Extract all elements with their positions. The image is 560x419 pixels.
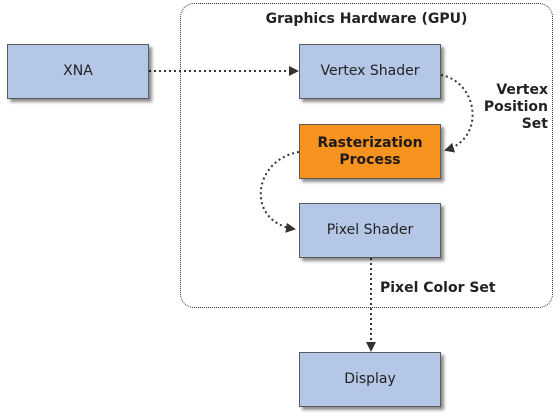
display-node-label: Display <box>344 371 396 388</box>
gpu-region-title: Graphics Hardware (GPU) <box>265 11 468 27</box>
xna-node-label: XNA <box>63 63 93 80</box>
pixel-shader-node-label: Pixel Shader <box>326 222 414 239</box>
pixel-shader-node <box>299 203 441 258</box>
vertex-to-rasterization-arrow <box>441 75 473 150</box>
vertex-position-set-line2: Position <box>483 98 548 115</box>
vertex-shader-node <box>299 44 441 99</box>
vertex-position-set-line3: Set <box>521 115 548 132</box>
vertex-shader-node-label: Vertex Shader <box>320 63 420 80</box>
vertex-position-set-line1: Vertex <box>496 82 548 98</box>
xna-node <box>7 44 149 99</box>
rasterization-node-label-line1: Rasterization <box>317 135 423 152</box>
rasterization-to-pixel-arrow <box>261 152 299 229</box>
vertex-position-set-label <box>470 82 548 132</box>
rasterization-node-label-line2: Process <box>339 151 401 168</box>
display-node <box>299 352 441 407</box>
pixel-color-set-label: Pixel Color Set <box>380 280 496 296</box>
rasterization-node <box>299 124 441 179</box>
